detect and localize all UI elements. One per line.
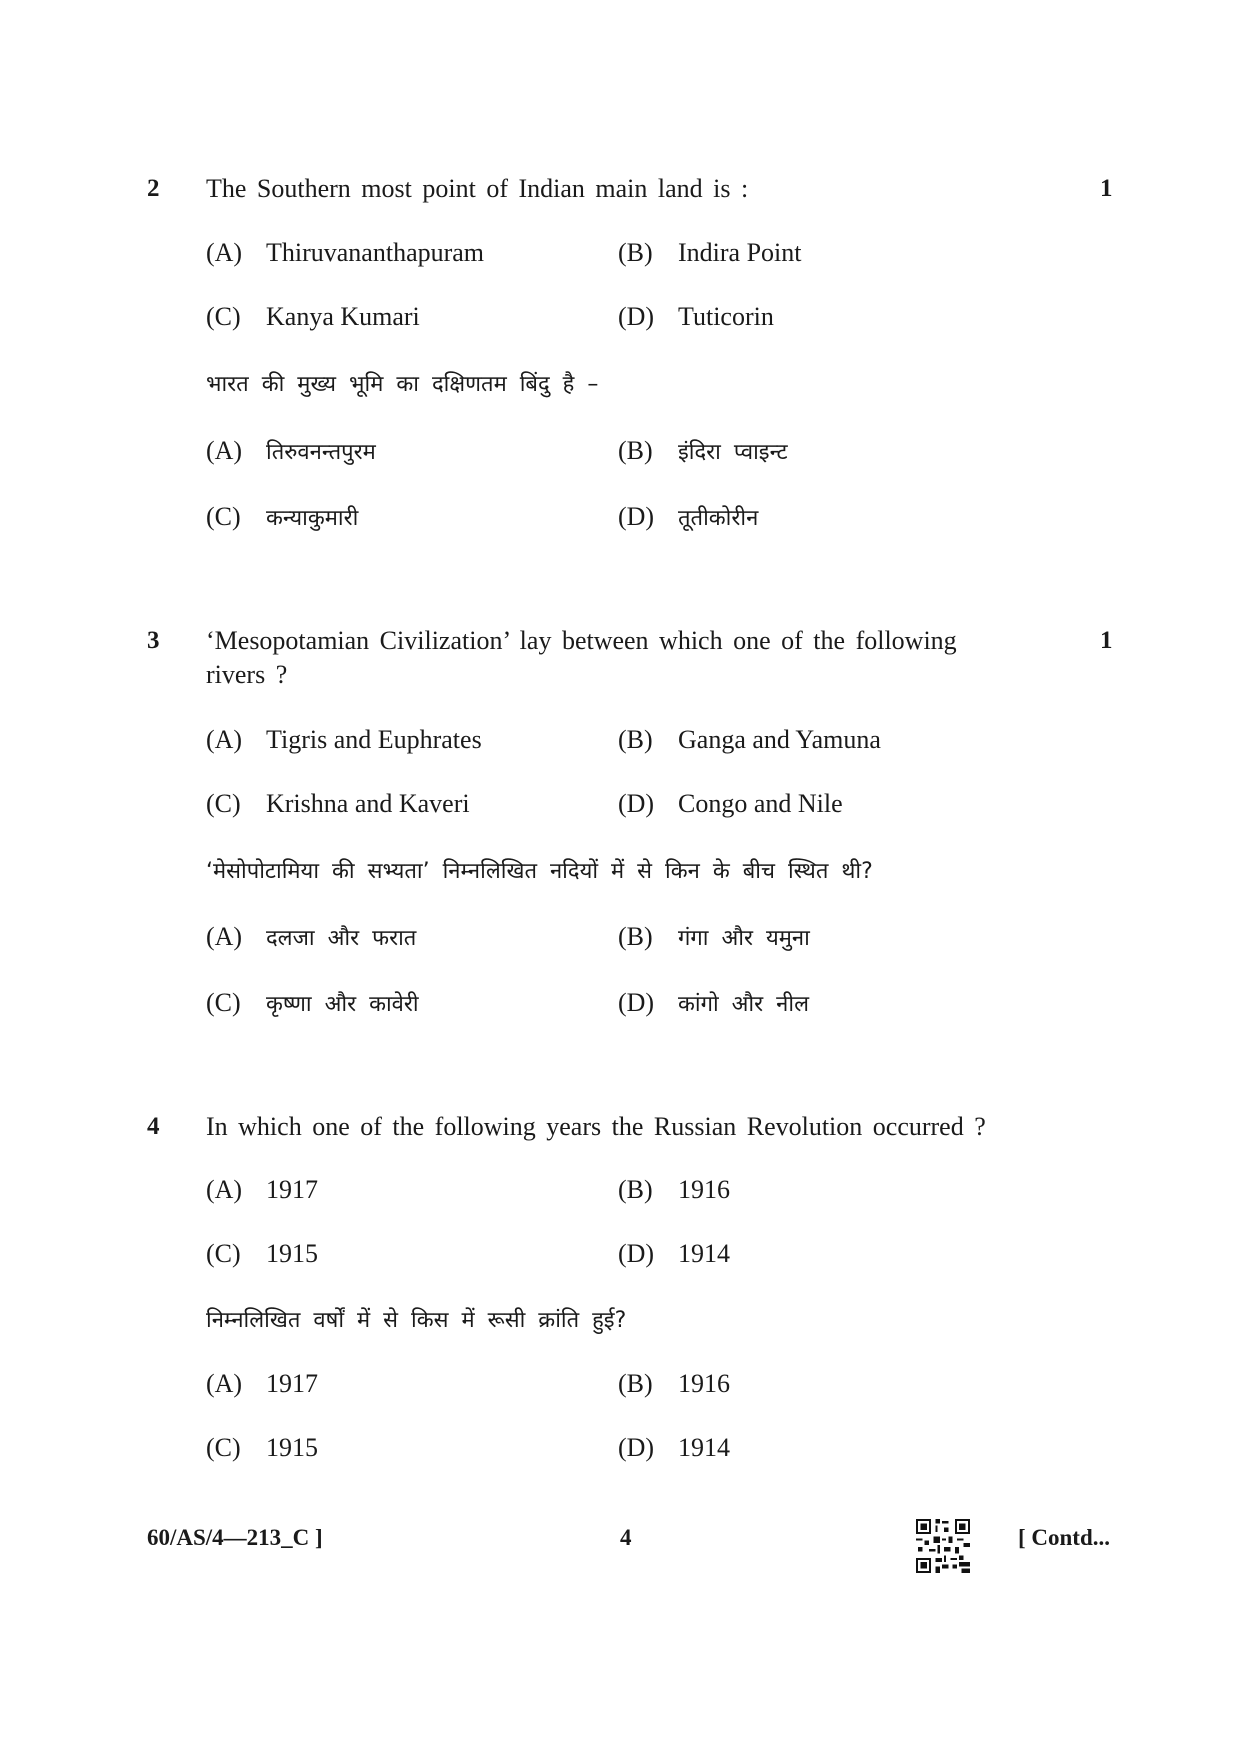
option-text: Indira Point [678,238,802,267]
option-text: कन्याकुमारी [266,506,359,531]
option-a-hi [206,436,376,466]
option-label: (C) [206,502,241,531]
question-text-en: The Southern most point of Indian main land is : [206,174,749,203]
option-c-en [206,302,420,332]
option-text: कांगो और नील [678,992,809,1017]
option-label: (A) [206,725,243,754]
option-text: 1915 [266,1239,318,1268]
option-d-en [618,302,774,332]
question-number: 2 [147,175,160,202]
option-text: 1915 [266,1433,318,1462]
option-label: (C) [206,988,241,1017]
option-b-en [618,725,881,755]
qr-code-icon [916,1519,970,1573]
option-label: (B) [618,238,653,267]
option-label: (D) [618,1239,655,1268]
option-label: (B) [618,725,653,754]
option-label: (D) [618,302,655,331]
option-c-hi [206,988,419,1018]
option-d-en [618,1239,730,1269]
option-text: कृष्णा और कावेरी [266,992,419,1017]
option-c-en [206,1239,318,1269]
option-d-en [618,789,843,819]
option-label: (A) [206,922,243,951]
option-label: (C) [206,1239,241,1268]
option-text: Kanya Kumari [266,302,420,331]
option-b-hi [618,922,810,952]
question-text-hi: ‘मेसोपोटामिया की सभ्यता’ निम्नलिखित नदियों में से किन के बीच स्थित थी? [206,859,873,884]
question-text-en: ‘Mesopotamian Civilization’ lay between which one of the following rivers ? [206,626,957,689]
option-text: Tuticorin [678,302,774,331]
page-number: 4 [620,1525,632,1550]
option-label: (A) [206,1175,243,1204]
option-text: 1916 [678,1175,730,1204]
option-text: 1914 [678,1433,730,1462]
question-marks: 1 [1100,175,1113,202]
option-text: तिरुवनन्तपुरम [266,440,376,465]
option-a-en [206,238,484,268]
question-number: 3 [147,627,160,654]
option-d-hi [618,502,758,532]
option-c-hi [206,1433,318,1463]
option-label: (C) [206,302,241,331]
page-footer [0,1525,1240,1575]
option-b-en [618,1175,730,1205]
option-label: (C) [206,1433,241,1462]
option-label: (B) [618,436,653,465]
option-label: (A) [206,238,243,267]
option-a-en [206,725,482,755]
option-text: Krishna and Kaveri [266,789,470,818]
option-b-hi [618,436,788,466]
option-label: (A) [206,1369,243,1398]
option-c-hi [206,502,358,532]
option-label: (B) [618,922,653,951]
option-a-en [206,1175,318,1205]
option-c-en [206,789,470,819]
option-text: Congo and Nile [678,789,843,818]
option-label: (D) [618,502,655,531]
option-text: Thiruvananthapuram [266,238,485,267]
continued-label: [ Contd... [1018,1525,1111,1550]
option-label: (B) [618,1369,653,1398]
option-text: दलजा और फरात [266,926,417,951]
option-label: (D) [618,988,655,1017]
option-text: इंदिरा प्वाइन्ट [678,440,788,465]
option-b-hi [618,1369,730,1399]
option-text: 1917 [266,1175,318,1204]
option-a-hi [206,922,416,952]
option-label: (D) [618,789,655,818]
option-label: (C) [206,789,241,818]
option-text: Tigris and Euphrates [266,725,482,754]
option-b-en [618,238,802,268]
option-d-hi [618,988,809,1018]
option-text: Ganga and Yamuna [678,725,881,754]
option-a-hi [206,1369,318,1399]
option-text: तूतीकोरीन [678,506,759,531]
option-text: 1916 [678,1369,730,1398]
option-text: 1917 [266,1369,318,1398]
option-label: (D) [618,1433,655,1462]
option-text: 1914 [678,1239,730,1268]
paper-code: 60/AS/4—213_C ] [147,1525,323,1550]
question-text-en: In which one of the following years the Russian Revolution occurred ? [206,1112,986,1141]
option-label: (B) [618,1175,653,1204]
question-text-hi: निम्नलिखित वर्षों में से किस में रूसी क्रांति हुई? [206,1308,627,1333]
question-marks: 1 [1100,627,1113,654]
question-text-hi: भारत की मुख्य भूमि का दक्षिणतम बिंदु है – [206,372,599,397]
option-d-hi [618,1433,730,1463]
question-number: 4 [147,1113,160,1140]
option-label: (A) [206,436,243,465]
option-text: गंगा और यमुना [678,926,810,951]
